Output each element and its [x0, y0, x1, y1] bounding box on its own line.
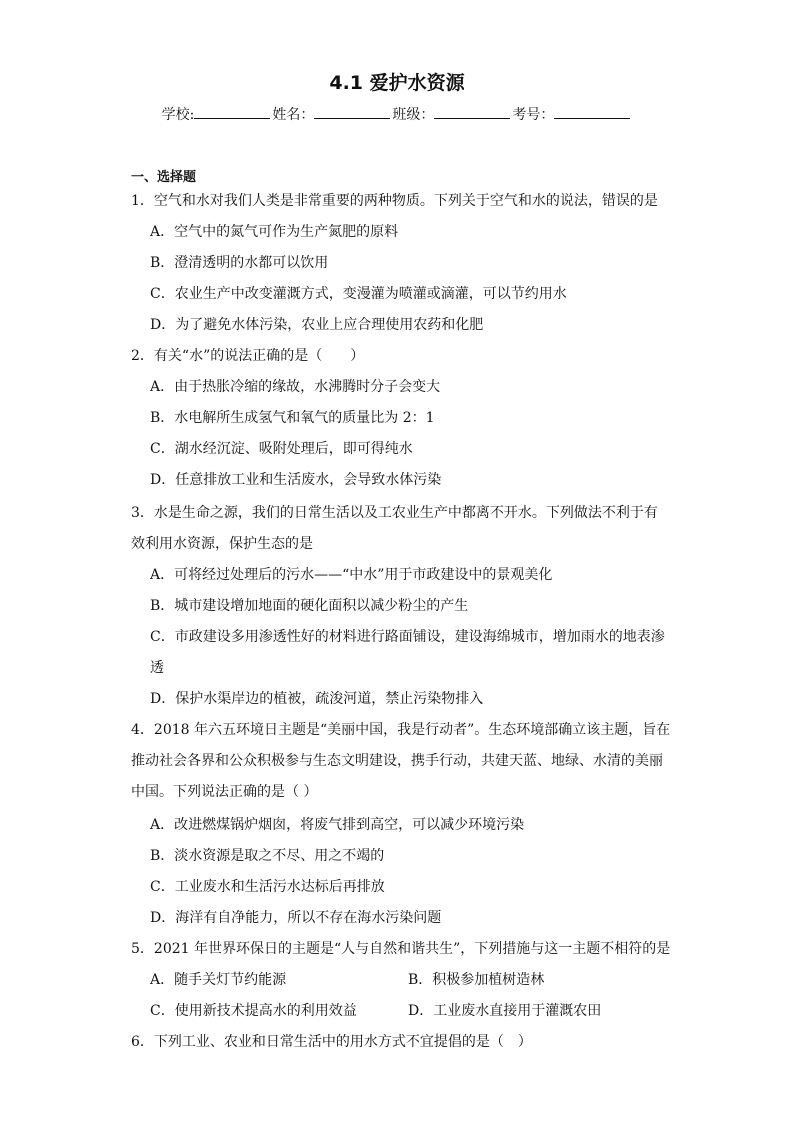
option: C．湖水经沉淀、吸附处理后，即可得纯水: [150, 441, 413, 457]
question-stem: 2．有关“水”的说法正确的是（ ）: [131, 348, 365, 364]
option: B．水电解所生成氢气和氧气的质量比为 2：1: [150, 410, 435, 426]
question-stem: 1．空气和水对我们人类是非常重要的两种物质。下列关于空气和水的说法，错误的是: [131, 193, 658, 209]
name-blank: [314, 104, 390, 119]
student-info-row: [0, 104, 794, 124]
question-stem: 5．2021 年世界环保日的主题是“人与自然和谐共生”，下列措施与这一主题不相符的是: [131, 941, 671, 957]
option: A．由于热胀冷缩的缘故，水沸腾时分子会变大: [150, 379, 441, 395]
school-label: 学校:: [161, 107, 195, 123]
school-blank: [194, 104, 270, 119]
question-stem: 效利用水资源，保护生态的是: [131, 536, 313, 552]
option: A．改进燃煤锅炉烟囱，将废气排到高空，可以减少环境污染: [150, 817, 525, 833]
option: C．农业生产中改变灌溉方式，变漫灌为喷灌或滴灌，可以节约用水: [150, 286, 567, 302]
question-stem: 推动社会各界和公众积极参与生态文明建设，携手行动，共建天蓝、地绿、水清的美丽: [131, 753, 663, 769]
section-title: 一、选择题: [131, 170, 197, 185]
class-blank: [434, 104, 510, 119]
option: C．市政建设多用渗透性好的材料进行路面铺设，建设海绵城市，增加雨水的地表渗: [150, 629, 665, 645]
option: D．工业废水直接用于灌溉农田: [408, 1003, 602, 1019]
page-title: 4.1 爱护水资源: [329, 72, 465, 94]
question-stem: 6．下列工业、农业和日常生活中的用水方式不宜提倡的是（ ）: [131, 1034, 532, 1050]
option: D．保护水渠岸边的植被，疏浚河道，禁止污染物排入: [150, 691, 484, 707]
option: D．任意排放工业和生活废水，会导致水体污染: [150, 472, 442, 488]
option: B．积极参加植树造林: [408, 972, 545, 988]
option: D．为了避免水体污染，农业上应合理使用农药和化肥: [150, 317, 484, 333]
option: D．海洋有自净能力，所以不存在海水污染问题: [150, 910, 442, 926]
option: C．使用新技术提高水的利用效益: [150, 1003, 357, 1019]
question-stem: 3．水是生命之源，我们的日常生活以及工农业生产中都离不开水。下列做法不利于有: [131, 505, 658, 521]
option: A．空气中的氮气可作为生产氮肥的原料: [150, 224, 399, 240]
class-label: 班级：: [392, 107, 435, 123]
option: A．随手关灯节约能源: [150, 972, 287, 988]
option: A．可将经过处理后的污水——“中水”用于市政建设中的景观美化: [150, 567, 553, 583]
option: B．澄清透明的水都可以饮用: [150, 255, 329, 271]
option: B．淡水资源是取之不尽、用之不竭的: [150, 848, 385, 864]
option: C．工业废水和生活污水达标后再排放: [150, 879, 385, 895]
question-stem: 4．2018 年六五环境日主题是“美丽中国，我是行动者”。生态环境部确立该主题，旨在: [131, 722, 671, 738]
option: B．城市建设增加地面的硬化面积以减少粉尘的产生: [150, 598, 469, 614]
exam-no-blank: [554, 104, 630, 119]
name-label: 姓名：: [272, 107, 315, 123]
question-stem: 中国。下列说法正确的是（ ）: [131, 784, 318, 800]
option-continued: 透: [150, 660, 164, 676]
exam-no-label: 考号：: [512, 107, 555, 123]
